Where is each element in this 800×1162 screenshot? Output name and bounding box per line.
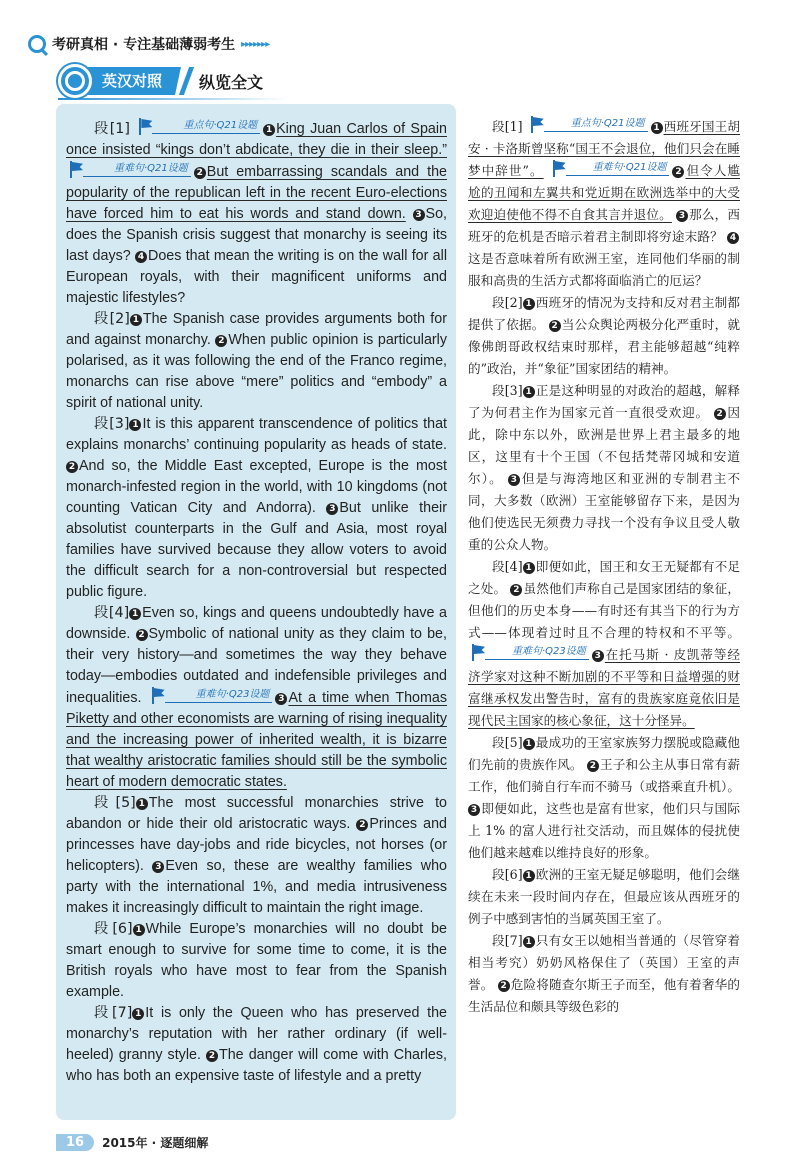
- chinese-paragraph-4: [468, 556, 740, 732]
- sentence-marker: 3: [152, 861, 164, 873]
- chinese-paragraph-2: [468, 292, 740, 380]
- sentence: The most successful monarchies strive to abandon or hide their old aristocratic ways.: [66, 795, 447, 832]
- section-header: [58, 64, 263, 98]
- sentence: But embarrassing scandals and the popularity of the republican left in the recent Euro-elections have forced him to eat his words and stand down.: [66, 164, 447, 222]
- section-subtitle: 纵览全文: [199, 72, 264, 92]
- sentence: 西班牙的情况为支持和反对君主制都提供了依据。: [468, 295, 741, 332]
- sentence: Even so, these are wealthy families who party with the international 1%, and media intrusiveness makes it increasingly difficult to maintain the right image.: [66, 858, 447, 916]
- sentence: 王子和公主从事日常有薪工作，他们骑自行车而不骑马（或搭乘直升机）。: [468, 757, 741, 794]
- sentence-marker: 1: [129, 419, 141, 431]
- slash-divider: [179, 67, 194, 95]
- sentence: 但令人尴尬的丑闻和左翼共和党近期在欧洲选举中的大受欢迎迫使他不得不自食其言并退位。: [468, 163, 740, 222]
- top-header: [28, 34, 269, 54]
- flag-icon: [138, 118, 152, 135]
- paragraph-number: 段[7]: [94, 1005, 133, 1021]
- sentence: But unlike their absolutist counterparts in the Gulf and Asia, most royal families have survived because they allow voters to avoid the difficult search for a non-controversial but respected public figure.: [66, 500, 447, 600]
- sentence-marker: 1: [263, 124, 275, 136]
- hard-sentence-tag: 重难句·Q23设题: [471, 644, 589, 661]
- sentence-marker: 2: [206, 1050, 218, 1062]
- sentence: 这是否意味着所有欧洲王室，连同他们华丽的制服和高贵的生活方式都将面临消亡的厄运？: [468, 251, 740, 288]
- sentence-marker: 4: [727, 232, 739, 244]
- english-paragraph-3: [66, 414, 447, 603]
- sentence: While Europe’s monarchies will no doubt be smart enough to survive for some time to come, it is the British royals who have most to fear from the Spanish example.: [66, 921, 447, 1000]
- sentence-marker: 1: [523, 386, 535, 398]
- chinese-translation: [468, 116, 740, 1018]
- english-paragraph-2: [66, 309, 447, 414]
- sentence-marker: 2: [587, 760, 599, 772]
- header-arrows: ▸▸▸▸▸▸▸: [241, 38, 270, 50]
- sentence-marker: 3: [275, 693, 287, 705]
- sentence: 因此，除中东以外，欧洲是世界上君主最多的地区，这里有十个王国（不包括梵蒂冈城和安道尔）。: [468, 405, 741, 486]
- sentence-marker: 1: [130, 314, 142, 326]
- sentence-marker: 1: [651, 122, 663, 134]
- flag-icon: [151, 687, 165, 704]
- sentence-marker: 3: [326, 503, 338, 515]
- sentence-marker: 1: [136, 798, 148, 810]
- sentence-marker: 3: [592, 650, 604, 662]
- sentence-marker: 1: [523, 562, 535, 574]
- paragraph-number: 段[3]: [94, 416, 130, 432]
- flag-icon: [552, 160, 566, 177]
- sentence-marker: 1: [523, 738, 535, 750]
- sentence-marker: 2: [549, 320, 561, 332]
- sentence: And so, the Middle East excepted, Europe is the most monarch-infested region in the world, with 10 kingdoms (not counting Vatican City and Andorra).: [66, 458, 447, 516]
- sentence: 那么，西班牙的危机是否暗示着君主制即将穷途末路？: [468, 207, 740, 244]
- sentence-marker: 2: [136, 629, 148, 641]
- sentence-marker: 1: [133, 924, 145, 936]
- sentence: At a time when Thomas Piketty and other economists are warning of rising inequality and the increasing power of inherited wealth, it is bizarre that wealthy aristocratic families should still be the symbolic heart of modern democratic states.: [66, 690, 447, 790]
- english-paragraph-6: [66, 919, 447, 1003]
- sentence-marker: 2: [356, 819, 368, 831]
- sentence-marker: 3: [468, 804, 480, 816]
- sentence: 在托马斯 · 皮凯蒂等经济学家对这种不断加剧的不平等和日益增强的财富继承权发出警告时，富有的贵族家庭竟依旧是现代民主国家的核心象征，这十分怪异。: [468, 647, 740, 728]
- section-badge: [58, 64, 178, 98]
- sentence-marker: 2: [194, 167, 206, 179]
- page-number: 16: [56, 1134, 94, 1151]
- sentence: 虽然他们声称自己是国家团结的象征，但他们的历史本身——有时还有其当下的行为方式——体现着过时且不合理的特权和不平等。: [468, 581, 741, 640]
- sentence-marker: 3: [413, 209, 425, 221]
- paragraph-number: 段[6]: [492, 867, 523, 882]
- english-passage: [66, 118, 447, 1087]
- sentence-marker: 2: [672, 166, 684, 178]
- sentence: It is this apparent transcendence of politics that explains monarchs’ continuing popularity as heads of state.: [66, 416, 447, 453]
- sentence: 正是这种明显的对政治的超越，解释了为何君主作为国家元首一直很受欢迎。: [468, 383, 741, 420]
- english-paragraph-5: [66, 793, 447, 919]
- sentence: 危险将随查尔斯王子而至，他有着奢华的生活品位和颇具等级色彩的: [468, 977, 740, 1014]
- chinese-paragraph-3: [468, 380, 740, 556]
- sentence: King Juan Carlos of Spain once insisted “kings don’t abdicate, they die in their sleep.”: [66, 121, 447, 158]
- hard-sentence-tag: 重难句·Q21设题: [69, 161, 191, 178]
- sentence: 即便如此，这些也是富有世家，他们只与国际上 1% 的富人进行社交活动，而且媒体的侵扰使他们越来越难以维持良好的形象。: [468, 801, 740, 860]
- sentence-marker: 3: [508, 474, 520, 486]
- sentence: 西班牙国王胡安 · 卡洛斯曾坚称“国王不会退位，他们只会在睡梦中辞世”。: [468, 119, 740, 178]
- english-paragraph-4: [66, 603, 447, 793]
- chinese-translation-column: [468, 116, 740, 1018]
- sentence-marker: 1: [523, 870, 535, 882]
- sentence-marker: 3: [676, 210, 688, 222]
- section-badge-label: 英汉对照: [102, 72, 163, 90]
- sentence: Does that mean the writing is on the wall for all European royals, with their magnificent uniforms and majestic lifestyles?: [66, 248, 447, 306]
- chinese-paragraph-6: [468, 864, 740, 930]
- page-footer: [56, 1134, 208, 1151]
- paragraph-number: 段[4]: [492, 559, 523, 574]
- english-passage-panel: [56, 104, 456, 1120]
- paragraph-number: 段[5]: [492, 735, 523, 750]
- brand-logo-icon: [28, 35, 46, 53]
- chinese-paragraph-5: [468, 732, 740, 864]
- chinese-paragraph-7: [468, 930, 740, 1018]
- sentence: It is only the Queen who has preserved the monarchy’s reputation with her rather ordinary (if well-heeled) granny style.: [66, 1005, 447, 1063]
- key-sentence-tag: 重点句·Q21设题: [530, 116, 648, 133]
- english-paragraph-7: [66, 1003, 447, 1087]
- sentence-marker: 2: [66, 461, 78, 473]
- sentence: The danger will come with Charles, who has both an expensive taste of lifestyle and a pretty: [66, 1047, 447, 1084]
- hard-sentence-tag: 重难句·Q21设题: [552, 160, 670, 177]
- sentence-marker: 2: [215, 335, 227, 347]
- sentence: Symbolic of national unity as they claim to be, their very history—and sometimes the way they behave today—embodies outdated and indefensible privileges and inequalities.: [66, 626, 447, 706]
- sentence: When public opinion is particularly polarised, as it was following the end of the Franco regime, monarchs can rise above “mere” politics and “embody” a spirit of national unity.: [66, 332, 447, 411]
- sentence-marker: 1: [523, 298, 535, 310]
- paragraph-number: 段[7]: [492, 933, 523, 948]
- header-title: 考研真相 · 专注基础薄弱考生: [52, 37, 236, 53]
- paragraph-number: 段[2]: [94, 311, 130, 327]
- paragraph-number: 段[6]: [94, 921, 133, 937]
- sentence-marker: 4: [135, 251, 147, 263]
- sentence: The Spanish case provides arguments both for and against monarchy.: [66, 311, 447, 348]
- footer-text: 2015年 · 逐题细解: [102, 1136, 209, 1150]
- sentence: Princes and princesses have day-jobs and ride bicycles, not horses (or helicopters).: [66, 816, 447, 874]
- section-underline: [58, 98, 288, 100]
- paragraph-number: 段[5]: [94, 795, 136, 811]
- sentence-marker: 2: [498, 980, 510, 992]
- paragraph-number: 段[1]: [492, 119, 523, 134]
- sentence: 欧洲的王室无疑足够聪明，他们会继续在未来一段时间内存在，但最应该从西班牙的例子中感到害怕的当属英国王室了。: [468, 867, 741, 926]
- paragraph-number: 段[2]: [492, 295, 523, 310]
- sentence: 但是与海湾地区和亚洲的专制君主不同，大多数（欧洲）王室能够留存下来，是因为他们使选民无须费力寻找一个没有争议且受人敬重的公众人物。: [468, 471, 740, 552]
- sentence-marker: 1: [523, 936, 535, 948]
- sentence-marker: 1: [132, 1008, 144, 1020]
- sentence-marker: 1: [129, 608, 141, 620]
- sentence: Even so, kings and queens undoubtedly have a downside.: [66, 605, 447, 642]
- flag-icon: [69, 161, 83, 178]
- paragraph-number: 段[3]: [492, 383, 523, 398]
- key-sentence-tag: 重点句·Q21设题: [138, 118, 260, 135]
- english-paragraph-1: [66, 118, 447, 309]
- sentence-marker: 2: [510, 584, 522, 596]
- flag-icon: [530, 116, 544, 133]
- sentence: 当公众舆论两极分化严重时，就像佛朗哥政权结束时那样，君主能够超越“纯粹的”政治，并“象征”国家团结的精神。: [468, 317, 740, 376]
- hard-sentence-tag: 重难句·Q23设题: [151, 687, 273, 704]
- sentence-marker: 2: [714, 408, 726, 420]
- sentence: 即便如此，国王和女王无疑都有不足之处。: [468, 559, 741, 596]
- paragraph-number: 段[4]: [94, 605, 130, 621]
- flag-icon: [471, 644, 485, 661]
- magnifier-icon: [58, 64, 92, 98]
- chinese-paragraph-1: [468, 116, 740, 292]
- paragraph-number: 段[1]: [94, 121, 130, 137]
- sentence: 最成功的王室家族努力摆脱或隐藏他们先前的贵族作风。: [468, 735, 741, 772]
- sentence: So, does the Spanish crisis suggest that monarchy is seeing its last days?: [66, 206, 447, 264]
- sentence: 只有女王以她相当普通的（尽管穿着相当考究）奶奶风格保住了（英国）王室的声誉。: [468, 933, 741, 992]
